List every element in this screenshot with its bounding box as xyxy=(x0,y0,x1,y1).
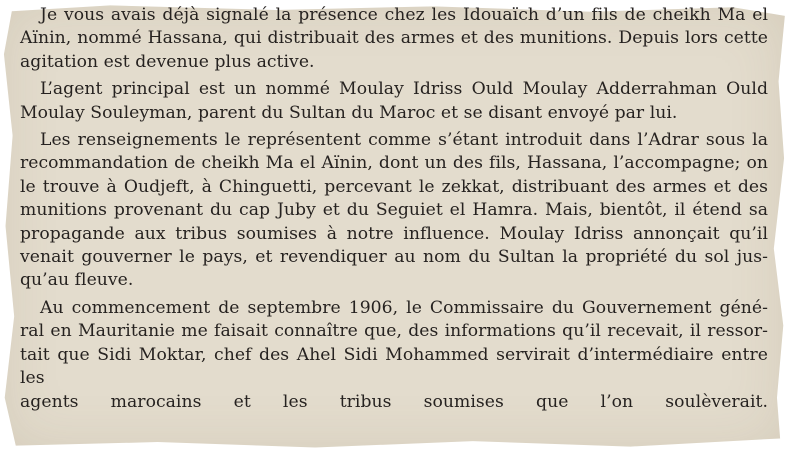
paragraph-3 xyxy=(20,129,768,293)
text-line: agitation est devenue plus active. xyxy=(20,51,315,72)
text-line: recommandation de cheikh Ma el Aïnin, dont un des fils, Hassana, l’accompagne; on xyxy=(20,153,768,174)
text-line: agents marocains et les tribus soumises que l’on soulèverait. xyxy=(20,391,768,412)
text-line: L’agent principal est un nommé Moulay Idriss Ould Moulay Adderrahman Ould xyxy=(40,79,768,100)
paragraph-2 xyxy=(20,78,768,125)
text-line: Aïnin, nommé Hassana, qui distribuait des armes et des munitions. Depuis lors cette xyxy=(20,28,768,49)
document-body xyxy=(20,4,768,418)
text-line: Au commencement de septembre 1906, le Commissaire du Gouvernement géné- xyxy=(40,297,768,318)
text-line: Les renseignements le représentent comme s’étant introduit dans l’Adrar sous la xyxy=(40,130,768,151)
text-line: propagande aux tribus soumises à notre influence. Moulay Idriss annonçait qu’il xyxy=(20,223,768,244)
text-line: Moulay Souleyman, parent du Sultan du Maroc et se disant envoyé par lui. xyxy=(20,102,678,123)
text-line: Je vous avais déjà signalé la présence chez les Idouaïch d’un fils de cheikh Ma el xyxy=(40,5,768,25)
text-line: le trouve à Oudjeft, à Chinguetti, percevant le zekkat, distribuant des armes et des xyxy=(20,176,768,197)
text-line: tait que Sidi Moktar, chef des Ahel Sidi Mohammed servirait d’intermédiaire entre les xyxy=(20,344,768,389)
text-line: munitions provenant du cap Juby et du Seguiet el Hamra. Mais, bientôt, il étend sa xyxy=(20,200,768,221)
text-line: ral en Mauritanie me faisait connaître que, des informations qu’il recevait, il ressor- xyxy=(20,321,768,342)
text-line: qu’au fleuve. xyxy=(20,270,134,291)
paragraph-1 xyxy=(20,4,768,74)
paragraph-4 xyxy=(20,297,768,414)
text-line: venait gouverner le pays, et revendiquer au nom du Sultan la propriété du sol jus- xyxy=(20,247,768,268)
